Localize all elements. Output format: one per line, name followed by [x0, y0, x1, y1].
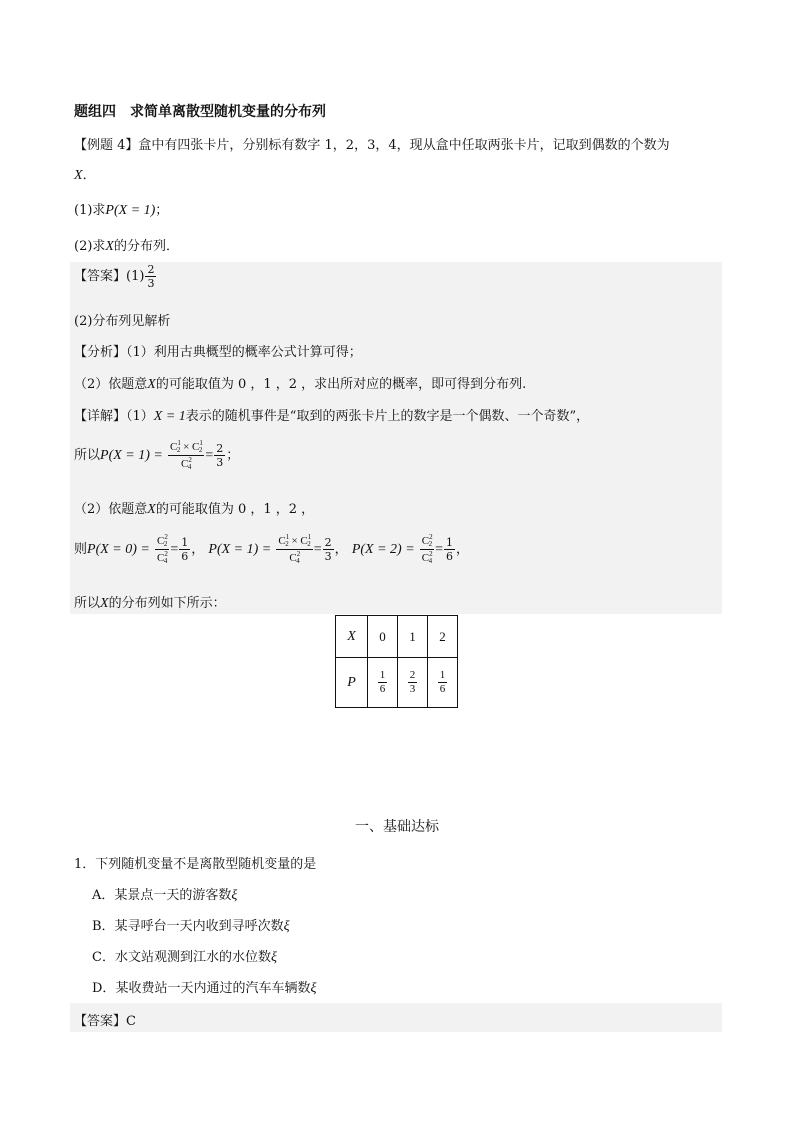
answer-fraction: $\frac{2}{3}$: [147, 263, 155, 290]
answer-part2: (2)分布列见解析: [74, 314, 171, 329]
table-row: [336, 658, 458, 708]
p1-expr-2: P(X = 1) =: [208, 542, 272, 557]
analysis-label: 【分析】: [74, 345, 127, 360]
table-header-row: [336, 616, 458, 658]
example-label: 【例题 4】: [74, 138, 139, 153]
table-cell: 0: [368, 616, 398, 658]
practice-answer-shade: [70, 1003, 722, 1032]
p1-expr: P(X = 1) =: [100, 448, 163, 463]
table-cell: X: [336, 616, 368, 658]
answer-label: 【答案】: [74, 269, 127, 284]
p0-combination-fraction: $\frac{C^2_2}{C^2_4}$: [156, 533, 168, 565]
p2-combination-fraction: $\frac{C^2_2}{C^2_4}$: [421, 533, 433, 565]
detail-line-4: 则P(X = 0) = $\frac{C^2_2}{C^2_4}$ = $\frac{1}{6}$ ， P(X = 1) = $\frac{C^1_2 \times C^1_2}{C^2_4}$ = $\frac{2}{3}$ ， P(X = 2) = $\frac{C^2_2}{C^2_4}$ = $\frac{1}{6}$ ，: [74, 533, 470, 565]
option-b[interactable]: B．某寻呼台一天内收到寻呼次数ξ: [92, 919, 290, 934]
option-d[interactable]: D．某收费站一天内通过的汽车车辆数ξ: [92, 981, 317, 996]
practice-answer: 【答案】C: [74, 1014, 136, 1029]
detail-line-1: 【详解】（1）X = 1表示的随机事件是“取到的两张卡片上的数字是一个偶数、一个奇数”，: [74, 409, 590, 424]
table-cell: $\frac{1}{6}$: [368, 658, 398, 708]
example-line-2: X．: [74, 168, 96, 183]
p1-combination-fraction: $\frac{C^1_2 \times C^1_2}{C^2_4}$: [169, 439, 203, 471]
p0-result: $\frac{1}{6}$: [181, 536, 189, 563]
table-cell: P: [336, 658, 368, 708]
analysis-line-1: 【分析】（1）利用古典概型的概率公式计算可得；: [74, 345, 362, 360]
example-text: 盒中有四张卡片，分别标有数字 1，2，3，4，现从盒中任取两张卡片，记取到偶数的个数为: [138, 138, 670, 153]
answer-line: 【答案】(1) $\frac{2}{3}$: [74, 263, 155, 290]
option-a[interactable]: A．某景点一天的游客数ξ: [92, 888, 238, 903]
p2-expr: P(X = 2) =: [351, 542, 415, 557]
analysis-line-2: （2）依题意X的可能取值为 0 ，1 ，2 ，求出所对应的概率，即可得到分布列.: [74, 377, 527, 392]
p2-result: $\frac{1}{6}$: [446, 536, 454, 563]
example-line: [74, 134, 670, 153]
distribution-table: [335, 615, 458, 708]
practice-heading: 一、基础达标: [355, 819, 439, 835]
table-cell: 1: [398, 616, 428, 658]
table-cell: $\frac{2}{3}$: [398, 658, 428, 708]
table-cell: 2: [428, 616, 458, 658]
p1-result: $\frac{2}{3}$: [216, 442, 224, 469]
question-1: (1)求P(X = 1)；: [74, 203, 169, 218]
detail-line-5: 所以X的分布列如下所示：: [74, 596, 226, 611]
answer-shade: [70, 262, 722, 302]
detail-label: 【详解】: [74, 409, 127, 424]
p1-combination-fraction-2: $\frac{C^1_2 \times C^1_2}{C^2_4}$: [278, 533, 312, 565]
q1-expr: P(X = 1): [105, 203, 156, 218]
p0-expr: P(X = 0) =: [87, 542, 150, 557]
table-cell: $\frac{1}{6}$: [428, 658, 458, 708]
section-title: 题组四 求简单离散型随机变量的分布列: [74, 104, 326, 120]
practice-question: 1．下列随机变量不是离散型随机变量的是: [74, 857, 317, 872]
option-c[interactable]: C．水文站观测到江水的水位数ξ: [92, 950, 277, 965]
example-var: X: [74, 168, 83, 183]
question-2: (2)求X的分布列．: [74, 239, 179, 254]
p1-result-2: $\frac{2}{3}$: [324, 536, 332, 563]
detail-line-3: （2）依题意X的可能取值为 0 ，1 ，2 ，: [74, 502, 315, 517]
detail-line-2: 所以P(X = 1) = $\frac{C^1_2 \times C^1_2}{C^2_4}$ = $\frac{2}{3}$ ；: [74, 439, 240, 471]
